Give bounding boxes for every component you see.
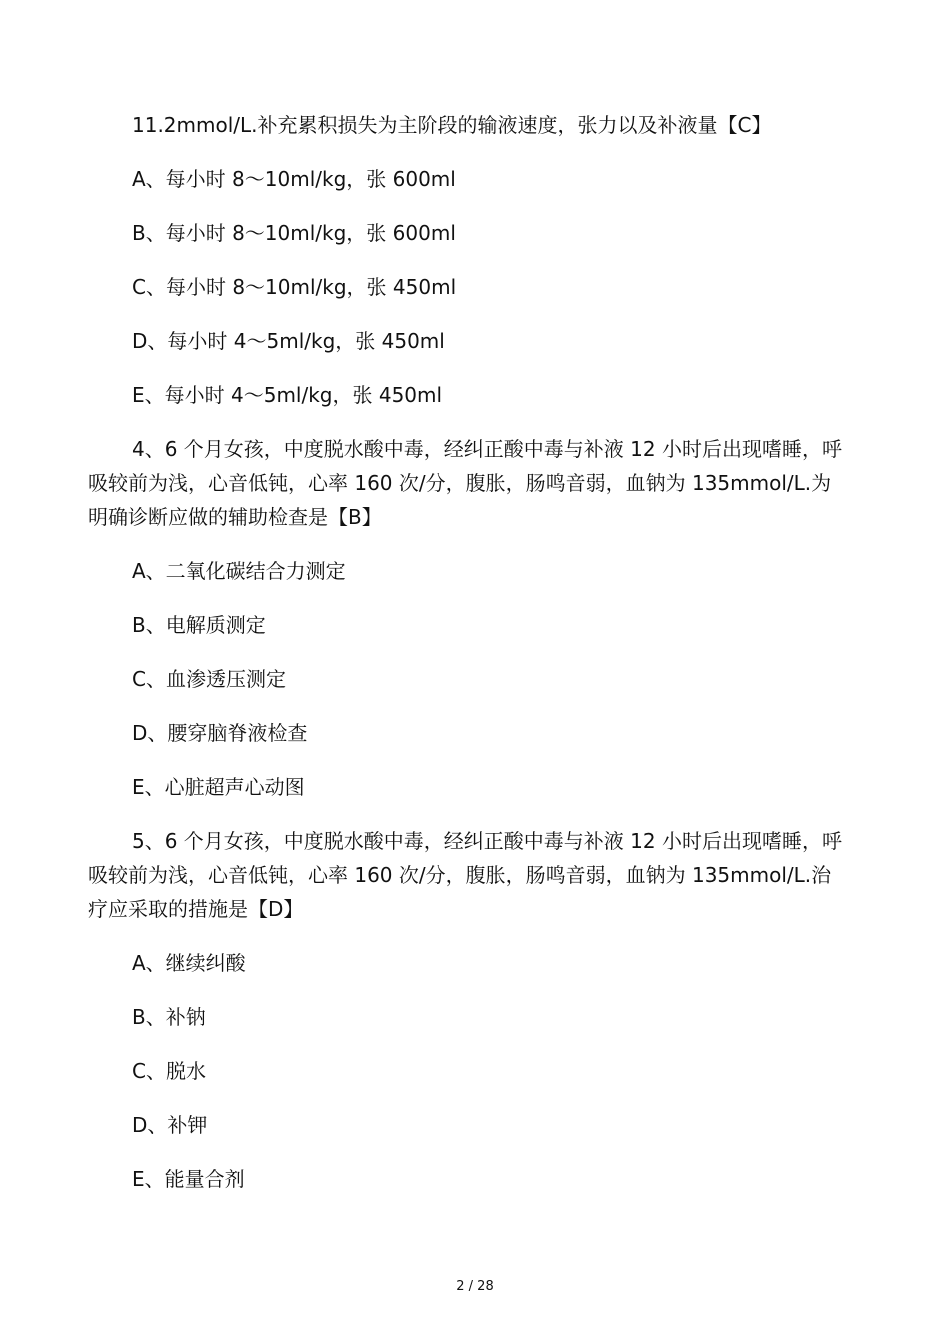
question-stem: 5、6 个月女孩，中度脱水酸中毒，经纠正酸中毒与补液 12 小时后出现嗜睡，呼吸较前为浅，心音低钝，心率 160 次/分，腹胀，肠鸣音弱，血钠为 135mmol/L.治疗应采取的措施是【D】 (88, 829, 842, 921)
answer-option: D、每小时 4～5ml/kg，张 450ml (132, 329, 445, 353)
answer-option: D、腰穿脑脊液检查 (132, 721, 308, 745)
answer-option: B、电解质测定 (132, 613, 266, 637)
question-stem: 11.2mmol/L.补充累积损失为主阶段的输液速度，张力以及补液量【C】 (132, 113, 772, 137)
answer-option: E、心脏超声心动图 (132, 775, 305, 799)
answer-option: B、每小时 8～10ml/kg，张 600ml (132, 221, 456, 245)
answer-option: C、血渗透压测定 (132, 667, 286, 691)
answer-option: D、补钾 (132, 1113, 208, 1137)
answer-option: A、继续纠酸 (132, 951, 246, 975)
answer-option: C、脱水 (132, 1059, 206, 1083)
page-footer (0, 1278, 950, 1296)
answer-option: C、每小时 8～10ml/kg，张 450ml (132, 275, 457, 299)
answer-option: A、每小时 8～10ml/kg，张 600ml (132, 167, 456, 191)
document-content (88, 108, 848, 1196)
answer-option: B、补钠 (132, 1005, 206, 1029)
answer-option: E、能量合剂 (132, 1167, 245, 1191)
answer-option: E、每小时 4～5ml/kg，张 450ml (132, 383, 443, 407)
answer-option: A、二氧化碳结合力测定 (132, 559, 346, 583)
page-number: 2 / 28 (456, 1279, 494, 1294)
question-stem: 4、6 个月女孩，中度脱水酸中毒，经纠正酸中毒与补液 12 小时后出现嗜睡，呼吸较前为浅，心音低钝，心率 160 次/分，腹胀，肠鸣音弱，血钠为 135mmol/L.为明确诊断应做的辅助检查是【B】 (88, 437, 842, 529)
